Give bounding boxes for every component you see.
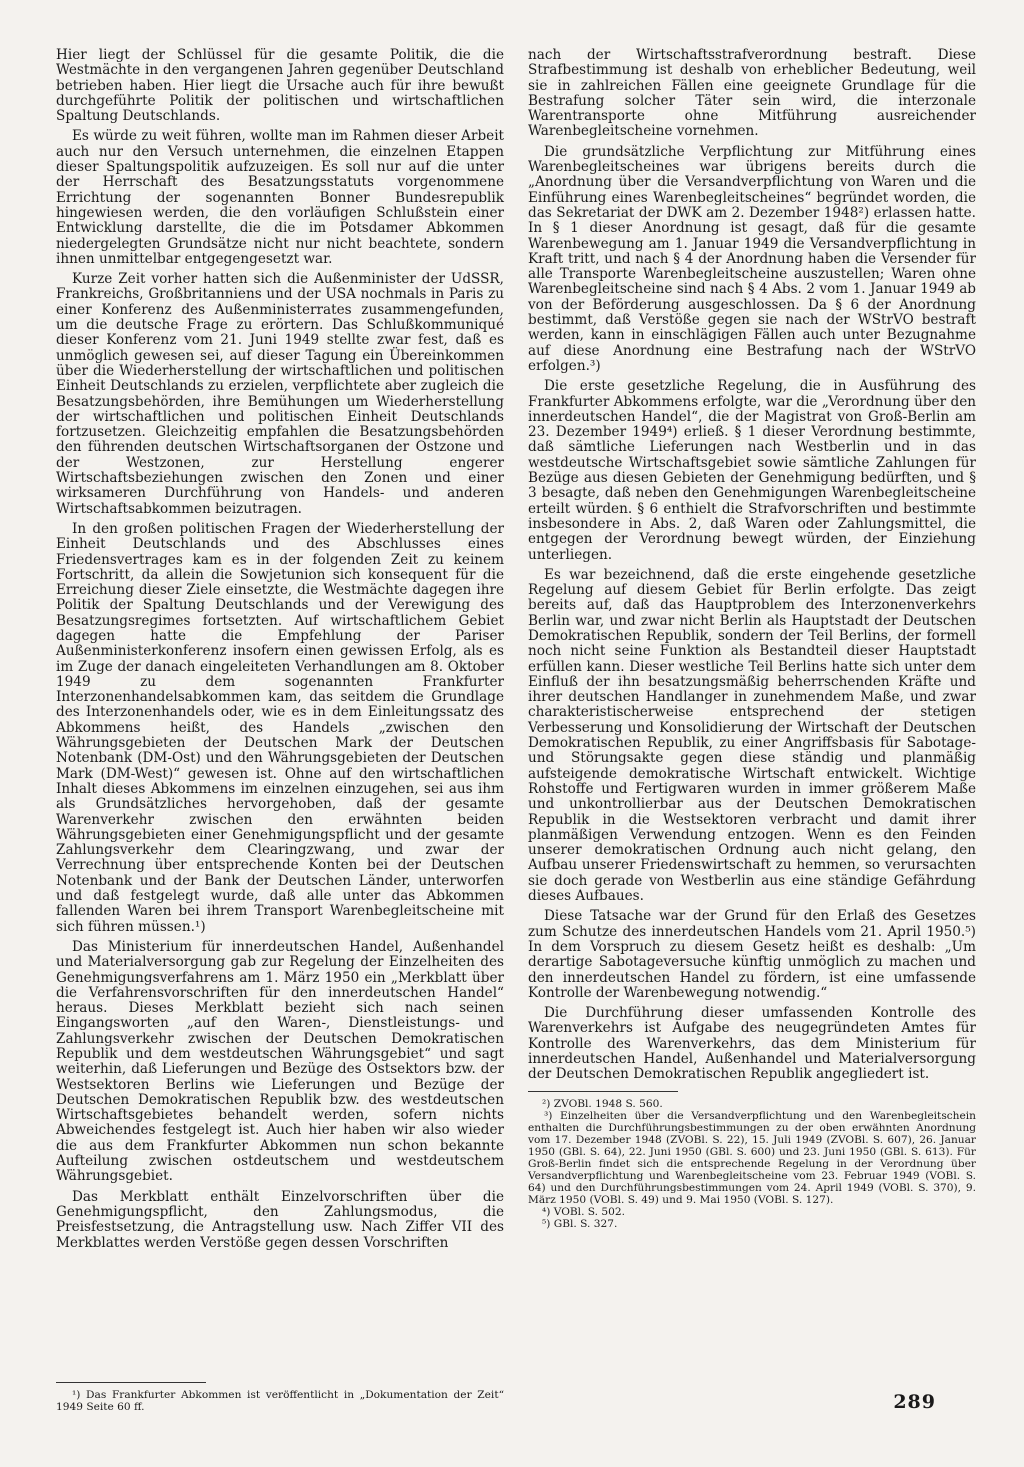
paragraph: Das Ministerium für innerdeutschen Handel, Außenhandel und Materialversorgung gab zur Regelung der Einzelheiten des Genehmigungsverfahrens am 1. März 1950 ein „Merkblatt über die Verfahrensvorschriften für den innerdeutschen Handel“ heraus. Dieses Merkblatt bezieht sich nach seinen Eingangsworten „auf den Waren-, Dienstleistungs- und Zahlungsverkehr zwischen der Deutschen Demokratischen Republik und dem westdeutschen Währungsgebiet“ und sagt weiterhin, daß Lieferungen und Bezüge des Ostsektors bzw. der Westsektoren Berlins wie Lieferungen und Bezüge der Deutschen Demokratischen Republik bzw. des westdeutschen Wirtschaftsgebietes behandelt werden, sofern nichts Abweichendes festgelegt ist. Auch hier haben wir also wieder die aus dem Frankfurter Abkommen nun schon bekannte Aufteilung zwischen ostdeutschem und westdeutschem Währungsgebiet.: [56, 938, 504, 1185]
paragraph: Es war bezeichnend, daß die erste eingehende gesetzliche Regelung auf diesem Gebiet für Berlin erfolgte. Das zeigt bereits auf, daß das Hauptproblem des Interzonenverkehrs Berlin war, und zwar nicht Berlin als Hauptstadt der Deutschen Demokratischen Republik, sondern der Teil Berlins, der formell noch nicht seine Funktion als Bestandteil dieser Hauptstadt erfüllen kann. Dieser westliche Teil Berlins hatte sich unter dem Einfluß der ihn besatzungsmäßig beherrschenden Kräfte und ihrer deutschen Handlanger in zunehmendem Maße, und zwar charakteristischerweise entsprechend der stetigen Verbesserung und Konsolidierung der Wirtschaft der Deutschen Demokratischen Republik, zu einer Angriffsbasis für Sabotage- und Störungsakte gegen diese ständig und planmäßig aufsteigende demokratische Wirtschaft entwickelt. Wichtige Rohstoffe und Fertigwaren wurden in immer größerem Maße und unkontrollierbar aus der Deutschen Demokratischen Republik in die Westsektoren verbracht und damit ihrer planmäßigen Verwendung entzogen. Wenn es den Feinden unserer demokratischen Ordnung auch nicht gelang, den Aufbau unserer Friedenswirtschaft zu hemmen, so verursachten sie doch gerade von Westberlin aus eine ständige Gefährdung dieses Aufbaues.: [528, 566, 976, 905]
document-page: [56, 48, 976, 1438]
paragraph: Das Merkblatt enthält Einzelvorschriften über die Genehmigungspflicht, den Zahlungsmodus, die Preisfestsetzung, die Antragstellung usw. Nach Ziffer VII des Merkblattes werden Verstöße gegen dessen Vorschriften: [56, 1188, 504, 1251]
footnote: ⁵) GBl. S. 327.: [542, 1217, 618, 1230]
footnote: ³) Einzelheiten über die Versandverpflichtung und den Warenbegleitschein enthalten die Durchführungsbestimmungen zu der oben erwähnten Anordnung vom 17. Dezember 1948 (ZVOBl. S. 22), 15. Juli 1949 (ZVOBl. S. 607), 26. Januar 1950 (GBl. S. 64), 22. Juni 1950 (GBl. S. 600) und 23. Juni 1950 (GBl. S. 613). Für Groß-Berlin findet sich die entsprechende Regelung in der Verordnung über Versandverpflichtung und Warenbegleitscheine vom 23. Februar 1949 (VOBl. S. 64) und den Durchführungsbestimmungen vom 24. April 1949 (VOBl. S. 370), 9. März 1950 (VOBl. S. 49) und 9. Mai 1950 (VOBl. S. 127).: [528, 1109, 976, 1206]
footnote: ²) ZVOBl. 1948 S. 560.: [542, 1097, 663, 1110]
paragraph: Es würde zu weit führen, wollte man im Rahmen dieser Arbeit auch nur den Versuch unternehmen, die einzelnen Etappen dieser Spaltungspolitik aufzuzeigen. Es soll nur auf die unter der Herrschaft des Besatzungsstatuts vorgenommene Errichtung der sogenannten Bonner Bundesrepublik hingewiesen werden, die den vorläufigen Schlußstein einer Entwicklung darstellte, die die im Potsdamer Abkommen niedergelegten Grundsätze nicht nur nicht beachtete, sondern ihnen unmittelbar entgegengesetzt war.: [56, 128, 504, 267]
paragraph: In den großen politischen Fragen der Wiederherstellung der Einheit Deutschlands und des Abschlusses eines Friedensvertrages kam es in der folgenden Zeit zu keinem Fortschritt, da allein die Sowjetunion sich konsequent für die Erreichung dieser Ziele einsetzte, die Westmächte dagegen ihre Politik der Spaltung Deutschlands und der Verewigung des Besatzungsregimes fortsetzten. Auf wirtschaftlichem Gebiet dagegen hatte die Empfehlung der Pariser Außenministerkonferenz insofern einen gewissen Erfolg, als es im Zuge der danach eingeleiteten Verhandlungen am 8. Oktober 1949 zu dem sogenannten Frankfurter Interzonenhandelsabkommen kam, das seitdem die Grundlage des Interzonenhandels oder, wie es in dem Einleitungssatz des Abkommens heißt, des Handels „zwischen den Währungsgebieten der Deutschen Mark der Deutschen Notenbank (DM-Ost) und den Währungsgebieten der Deutschen Mark (DM-West)“ gewesen ist. Ohne auf den wirtschaftlichen Inhalt dieses Abkommens im einzelnen einzugehen, sei aus ihm als Grundsätzliches hervorgehoben, daß der gesamte Warenverkehr zwischen den erwähnten beiden Währungsgebieten einer Genehmigungspflicht und der gesamte Zahlungsverkehr dem Clearingzwang, und zwar der Verrechnung über entsprechende Konten bei der Deutschen Notenbank und der Bank der Deutschen Länder, unterworfen und daß festgelegt wurde, daß alle unter das Abkommen fallenden Waren bei ihrem Transport Warenbegleitscheine mit sich führen müssen.¹): [56, 520, 504, 935]
text-column-left: [56, 48, 504, 1256]
paragraph: Hier liegt der Schlüssel für die gesamte Politik, die die Westmächte in den vergangenen Jahren gegenüber Deutschland betrieben haben. Hier liegt die Ursache auch für ihre bewußt durchgeführte Politik der politischen und wirtschaftlichen Spaltung Deutschlands.: [56, 47, 504, 125]
paragraph: Kurze Zeit vorher hatten sich die Außenminister der UdSSR, Frankreichs, Großbritanniens und der USA nochmals in Paris zu einer Konferenz des Außenministerrates zusammengefunden, um die deutsche Frage zu erörtern. Das Schlußkommuniqué dieser Konferenz vom 21. Juni 1949 stellte zwar fest, daß es unmöglich gewesen sei, auf dieser Tagung ein Übereinkommen über die Wiederherstellung der wirtschaftlichen und politischen Einheit Deutschlands zu erzielen, verpflichtete aber zugleich die Besatzungsbehörden, ihre Bemühungen um Wiederherstellung der wirtschaftlichen und politischen Einheit Deutschlands fortzusetzen. Gleichzeitig empfahlen die Besatzungsbehörden den führenden deutschen Wirtschaftsorganen der Ostzone und der Westzonen, zur Herstellung engerer Wirtschaftsbeziehungen zwischen den Zonen und einer wirksameren Durchführung von Handels- und anderen Wirtschaftsabkommen beizutragen.: [56, 271, 504, 517]
page-number: 289: [893, 1391, 936, 1413]
footnote: ⁴) VOBl. S. 502.: [542, 1205, 626, 1218]
paragraph: Diese Tatsache war der Grund für den Erlaß des Gesetzes zum Schutze des innerdeutschen Handels vom 21. April 1950.⁵) In dem Vorspruch zu diesem Gesetz heißt es deshalb: „Um derartige Sabotageversuche künftig unmöglich zu machen und den innerdeutschen Handel zu fördern, ist eine umfassende Kontrolle der Warenbewegung notwendig.“: [528, 908, 976, 1001]
footnotes-left: [56, 1374, 504, 1413]
footnote: ¹) Das Frankfurter Abkommen ist veröffentlicht in „Dokumentation der Zeit“ 1949 Seite 60 ff.: [56, 1389, 504, 1413]
footnotes-right: [528, 1091, 976, 1230]
text-column-right: [528, 48, 976, 1230]
footnote-divider: [56, 1382, 206, 1383]
paragraph: Die erste gesetzliche Regelung, die in Ausführung des Frankfurter Abkommens erfolgte, war die „Verordnung über den innerdeutschen Handel“, die der Magistrat von Groß-Berlin am 23. Dezember 1949⁴) erließ. § 1 dieser Verordnung bestimmte, daß sämtliche Lieferungen nach Westberlin und in das westdeutsche Wirtschaftsgebiet sowie sämtliche Zahlungen für Bezüge aus diesen Gebieten der Genehmigung bedürften, und § 3 besagte, daß neben den Genehmigungen Warenbegleitscheine erteilt würden. § 6 enthielt die Strafvorschriften und bestimmte insbesondere in Abs. 2, daß Waren oder Zahlungsmittel, die entgegen der Verordnung bewegt würden, der Einziehung unterliegen.: [528, 378, 976, 563]
paragraph: Die Durchführung dieser umfassenden Kontrolle des Warenverkehrs ist Aufgabe des neugegründeten Amtes für Kontrolle des Warenverkehrs, das dem Ministerium für innerdeutschen Handel, Außenhandel und Materialversorgung der Deutschen Demokratischen Republik angegliedert ist.: [528, 1005, 976, 1083]
paragraph-continuation: nach der Wirtschaftsstrafverordnung bestraft. Diese Strafbestimmung ist deshalb von erheblicher Bedeutung, weil sie in zahlreichen Fällen eine geeignete Grundlage für die Bestrafung solcher Täter sein wird, die interzonale Warentransporte ohne Mitführung ausreichender Warenbegleitscheine vornehmen.: [528, 47, 976, 140]
paragraph: Die grundsätzliche Verpflichtung zur Mitführung eines Warenbegleitscheines war übrigens bereits durch die „Anordnung über die Versandverpflichtung von Waren und die Einführung eines Warenbegleitscheines“ begründet worden, die das Sekretariat der DWK am 2. Dezember 1948²) erlassen hatte. In § 1 dieser Anordnung ist gesagt, daß für die gesamte Warenbewegung am 1. Januar 1949 die Versandverpflichtung in Kraft tritt, und nach § 4 der Anordnung haben die Versender für alle Transporte Warenbegleitscheine auszustellen; Waren ohne Warenbegleitscheine sind nach § 4 Abs. 2 vom 1. Januar 1949 ab von der Beförderung ausgeschlossen. Da § 6 der Anordnung bestimmt, daß Verstöße gegen sie nach der WStrVO bestraft werden, kann in einschlägigen Fällen auch unter Bezugnahme auf diese Anordnung eine Bestrafung nach der WStrVO erfolgen.³): [528, 143, 976, 374]
footnote-divider: [528, 1091, 678, 1092]
